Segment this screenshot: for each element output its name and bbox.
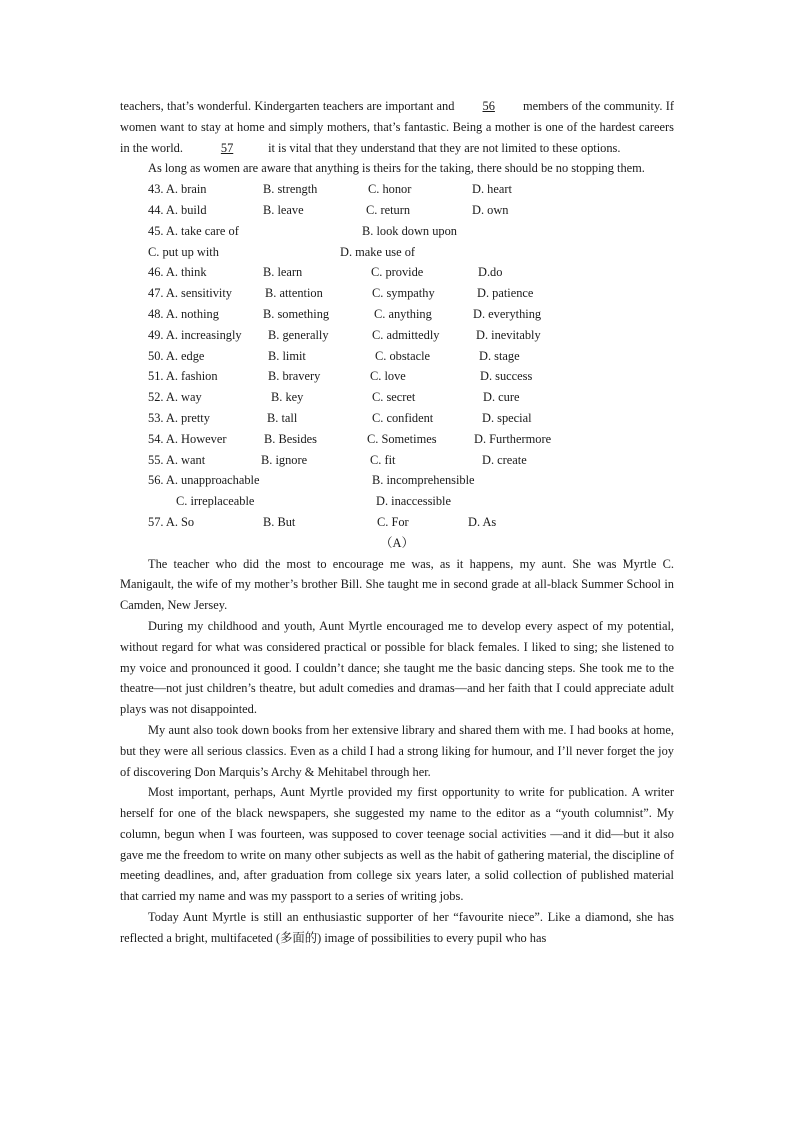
question-46 — [120, 262, 674, 283]
reading-paragraph: The teacher who did the most to encourage me was, as it happens, my aunt. She was Myrtle C. Manigault, the wife of my mother’s brother Bill. She taught me in second grade at all-black Summer School in Camden, New Jersey. — [120, 556, 674, 613]
passage-text: members of the community. If women want to stay at home and simply mothers, that’s fantastic. Being a mother is one of the hardest careers in the world. — [120, 99, 674, 155]
option-a: 55. A. want — [148, 452, 206, 467]
reading-paragraph: Today Aunt Myrtle is still an enthusiastic supporter of her “favourite niece”. Like a diamond, she has reflected a bright, multifaceted (多面的) image of possibilities to every pupil who has — [120, 910, 674, 945]
option-b: B. look down upon — [362, 223, 457, 238]
option-a: 52. A. way — [148, 390, 202, 405]
question-list — [120, 179, 674, 533]
option-a: 43. A. brain — [148, 182, 207, 197]
option-a: 51. A. fashion — [148, 369, 218, 384]
option-b: B. something — [263, 306, 330, 321]
option-c: C. For — [377, 514, 409, 529]
option-d: D.do — [478, 265, 503, 280]
question-57 — [120, 512, 674, 533]
option-c: C. confident — [372, 410, 434, 425]
option-c: C. sympathy — [372, 286, 435, 301]
option-a: 47. A. sensitivity — [148, 286, 232, 301]
option-c: C. admittedly — [372, 327, 440, 342]
option-b: B. ignore — [261, 452, 308, 467]
option-a: 50. A. edge — [148, 348, 205, 363]
question-45-row2 — [120, 242, 674, 263]
question-50 — [120, 346, 674, 367]
option-c: C. provide — [371, 265, 424, 280]
question-56 — [120, 470, 674, 491]
option-c: C. obstacle — [375, 348, 431, 363]
option-b: B. incomprehensible — [372, 473, 475, 488]
option-c: C. put up with — [148, 244, 219, 259]
page-body — [120, 96, 674, 949]
option-c: C. Sometimes — [367, 431, 437, 446]
option-a: 49. A. increasingly — [148, 327, 242, 342]
option-c: C. fit — [370, 452, 396, 467]
option-b: B. Besides — [264, 431, 318, 446]
section-label: （A） — [380, 535, 414, 550]
option-c: C. anything — [374, 306, 432, 321]
option-b: B. learn — [263, 265, 303, 280]
reading-paragraph: My aunt also took down books from her extensive library and shared them with me. I had books at home, but they were all serious classics. Even as a child I had a strong liking for humour, and I’ll never forget the joy of discovering Don Marquis’s Archy & Mehitabel through her. — [120, 722, 674, 779]
option-d: D. special — [482, 410, 532, 425]
option-b: B. generally — [268, 327, 329, 342]
option-d: D. patience — [477, 286, 534, 301]
question-51 — [120, 366, 674, 387]
option-d: D. cure — [483, 390, 520, 405]
passage-paragraph — [120, 96, 674, 158]
reading-paragraph: Most important, perhaps, Aunt Myrtle provided my first opportunity to write for publication. A writer herself for one of the black newspapers, she suggested my name to the editor as a “youth columnist”. My column, begun when I was fourteen, was supposed to cover teenage social activities —and it did—but it also gave me the freedom to write on many other subjects as well as the habit of gathering material, the discipline of meeting deadlines, and, after graduation from college six years later, a solid collection of published material that carried my name and was my passport to a series of writing jobs. — [120, 785, 674, 904]
option-c: C. love — [370, 369, 406, 384]
option-b: B. But — [263, 514, 296, 529]
option-b: B. leave — [263, 202, 304, 217]
question-43 — [120, 179, 674, 200]
option-a: 53. A. pretty — [148, 410, 210, 425]
question-47 — [120, 283, 674, 304]
option-d: D. create — [482, 452, 527, 467]
option-b: B. strength — [263, 182, 318, 197]
question-48 — [120, 304, 674, 325]
passage-text: teachers, that’s wonderful. Kindergarten teachers are important and — [120, 99, 458, 113]
option-a: 57. A. So — [148, 514, 195, 529]
question-54 — [120, 429, 674, 450]
option-b: B. limit — [268, 348, 306, 363]
option-c: C. secret — [372, 390, 416, 405]
option-a: 45. A. take care of — [148, 223, 239, 238]
option-a: 48. A. nothing — [148, 306, 219, 321]
option-c: C. irreplaceable — [176, 494, 255, 509]
option-d: D. success — [480, 369, 533, 384]
passage-last-paragraph: As long as women are aware that anything is theirs for the taking, there should be no stopping them. — [148, 161, 645, 176]
blank-56: 56 — [482, 99, 495, 113]
option-d: D. As — [468, 514, 497, 529]
question-45 — [120, 221, 674, 242]
reading-paragraph: During my childhood and youth, Aunt Myrtle encouraged me to develop every aspect of my potential, without regard for what was considered practical or possible for black females. I liked to sing; she listened to my voice and pronounced it good. I couldn’t dance; she taught me the basic dancing steps. She took me to the theatre—not just children’s theatre, but adult comedies and dramas—and her faith that I could appreciate adult plays was not disappointed. — [120, 618, 674, 717]
option-b: B. tall — [267, 410, 298, 425]
option-d: D. inaccessible — [376, 494, 452, 509]
option-a: 54. A. However — [148, 431, 227, 446]
option-a: 56. A. unapproachable — [148, 473, 260, 488]
option-d: D. everything — [473, 306, 542, 321]
option-a: 44. A. build — [148, 202, 207, 217]
option-c: C. return — [366, 202, 411, 217]
blank-57: 57 — [220, 140, 234, 155]
option-b: B. key — [271, 390, 304, 405]
option-b: B. attention — [265, 286, 323, 301]
option-a: 46. A. think — [148, 265, 207, 280]
option-d: D. Furthermore — [474, 431, 552, 446]
question-56-row2 — [120, 491, 674, 512]
option-d: D. own — [472, 202, 509, 217]
option-c: C. honor — [368, 182, 412, 197]
option-d: D. heart — [472, 182, 512, 197]
option-d: D. inevitably — [476, 327, 541, 342]
question-44 — [120, 200, 674, 221]
question-49 — [120, 325, 674, 346]
question-52 — [120, 387, 674, 408]
option-d: D. stage — [479, 348, 520, 363]
passage-text: it is vital that they understand that they are not limited to these options. — [268, 140, 621, 155]
question-55 — [120, 450, 674, 471]
question-53 — [120, 408, 674, 429]
option-d: D. make use of — [340, 244, 416, 259]
option-b: B. bravery — [268, 369, 321, 384]
